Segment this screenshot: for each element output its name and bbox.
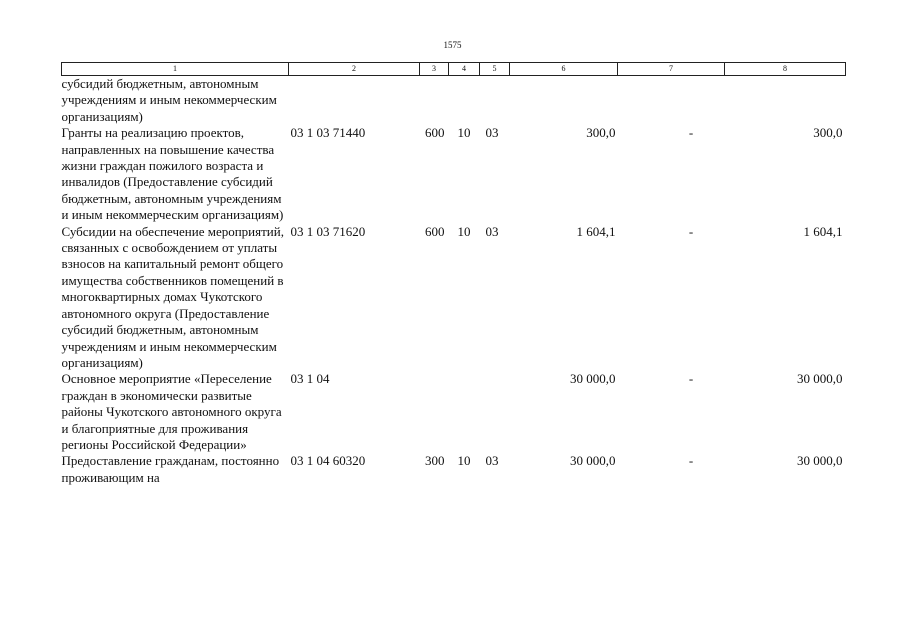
row-expense-type: 300 <box>425 453 445 469</box>
row-section: 10 <box>457 223 471 239</box>
table-row <box>62 224 846 372</box>
budget-table <box>61 62 846 486</box>
row-amount-col7: - <box>688 371 694 387</box>
row-amount-col7: - <box>688 223 694 239</box>
row-code: 03 1 04 <box>290 371 330 387</box>
row-amount-col8: 30 000,0 <box>797 371 843 387</box>
column-header: 7 <box>618 63 725 76</box>
row-name: Предоставление гражданам, постоянно проживающим на <box>61 453 280 485</box>
row-expense-type <box>420 76 449 126</box>
row-subsection <box>480 76 510 126</box>
row-amount-col6: 300,0 <box>586 125 616 141</box>
column-header: 1 <box>62 63 289 76</box>
table-row <box>62 453 846 486</box>
row-code <box>289 76 420 126</box>
row-subsection: 03 <box>485 223 499 239</box>
table-row <box>62 76 846 126</box>
column-number-header <box>62 63 846 76</box>
row-name: Гранты на реализацию проектов, направленных на повышение качества жизни граждан пожилого возраста и инвалидов (Предоставление субсидий бюджетным, автономным учреждениям и иным некоммерческим организациям) <box>61 125 284 223</box>
table-row <box>62 371 846 453</box>
column-header: 6 <box>510 63 618 76</box>
row-code: 03 1 03 71440 <box>290 125 366 141</box>
row-name: Субсидии на обеспечение мероприятий, связанных с освобождением от уплаты взносов на капитальный ремонт общего имущества собственников помещений в многоквартирных домах Чукотского автономного округа (Предоставление субсидий бюджетным, автономным учреждениям и иным некоммерческим организациям) <box>61 223 284 370</box>
row-amount-col6: 1 604,1 <box>576 223 616 239</box>
row-section: 10 <box>457 453 471 469</box>
row-amount-col8: 300,0 <box>813 125 843 141</box>
row-amount-col7 <box>618 76 725 126</box>
row-code: 03 1 03 71620 <box>290 223 366 239</box>
row-amount-col6: 30 000,0 <box>570 371 616 387</box>
row-amount-col8: 30 000,0 <box>797 453 843 469</box>
row-amount-col6 <box>510 76 618 126</box>
row-subsection <box>480 371 510 453</box>
row-amount-col6: 30 000,0 <box>570 453 616 469</box>
table-row <box>62 125 846 223</box>
row-section <box>449 76 480 126</box>
row-amount-col8: 1 604,1 <box>803 223 843 239</box>
row-expense-type: 600 <box>425 125 445 141</box>
row-section <box>449 371 480 453</box>
row-amount-col7: - <box>688 125 694 141</box>
row-name: Основное мероприятие «Переселение граждан в экономически развитые районы Чукотского автономного округа и благоприятные для проживания регионы Российской Федерации» <box>61 371 282 452</box>
column-header: 3 <box>420 63 449 76</box>
row-name: субсидий бюджетным, автономным учреждениям и иным некоммерческим организациям) <box>61 76 277 124</box>
column-header: 5 <box>480 63 510 76</box>
row-code: 03 1 04 60320 <box>290 453 366 469</box>
row-amount-col7: - <box>688 453 694 469</box>
page-number: 1575 <box>443 40 462 50</box>
column-header: 8 <box>725 63 846 76</box>
row-expense-type: 600 <box>425 223 445 239</box>
column-header: 2 <box>289 63 420 76</box>
row-subsection: 03 <box>485 125 499 141</box>
row-section: 10 <box>457 125 471 141</box>
row-expense-type <box>420 371 449 453</box>
column-header: 4 <box>449 63 480 76</box>
row-subsection: 03 <box>485 453 499 469</box>
row-amount-col8 <box>725 76 846 126</box>
